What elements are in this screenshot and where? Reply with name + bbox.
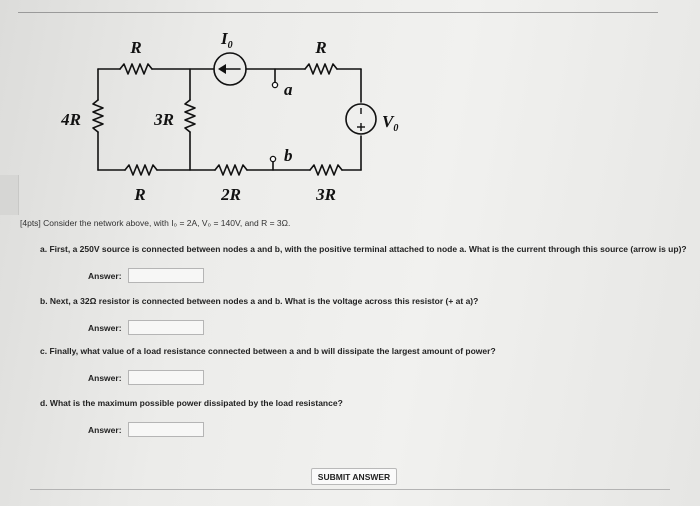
answer-input-d[interactable] xyxy=(128,422,204,437)
terminal-a xyxy=(272,82,277,87)
resistor-middle-3r xyxy=(185,100,195,132)
circuit-diagram xyxy=(40,20,440,220)
current-arrow-head xyxy=(218,64,226,74)
problem-intro: [4pts] Consider the network above, with I₀ = 2A, V₀ = 140V, and R = 3Ω. xyxy=(20,218,291,228)
answer-row-a xyxy=(88,268,204,283)
label-i0: $I_0$ xyxy=(221,29,233,51)
label-v0: $V_0$ xyxy=(382,112,399,134)
resistor-top-left xyxy=(120,64,152,74)
answer-input-c[interactable] xyxy=(128,370,204,385)
label-3r: 3R xyxy=(154,110,174,129)
terminal-b xyxy=(270,156,275,161)
answer-label-d: Answer: xyxy=(88,424,122,435)
submit-answer-button[interactable]: SUBMIT ANSWER xyxy=(311,468,397,485)
resistor-bottom-right xyxy=(310,165,342,175)
label-4r: 4R xyxy=(61,110,81,129)
label-3r-bottom: 3R xyxy=(316,185,336,204)
resistor-bottom-left xyxy=(125,165,157,175)
answer-input-b[interactable] xyxy=(128,320,204,335)
label-r-bottom-left: R xyxy=(134,185,146,204)
resistor-bottom-middle xyxy=(215,165,247,175)
answer-label-a: Answer: xyxy=(88,270,122,281)
question-a: a. First, a 250V source is connected between nodes a and b, with the positive terminal attached to node a. What is the current through this source (arrow is up)? xyxy=(40,244,687,254)
question-b: b. Next, a 32Ω resistor is connected between nodes a and b. What is the voltage across this resistor (+ at a)? xyxy=(40,296,479,306)
resistor-top-right xyxy=(305,64,337,74)
question-c: c. Finally, what value of a load resistance connected between a and b will dissipate the largest amount of power? xyxy=(40,346,496,356)
answer-row-b xyxy=(88,320,204,335)
resistor-left-4r xyxy=(93,100,103,132)
answer-row-d xyxy=(88,422,204,437)
label-r-top-right: R xyxy=(315,38,327,57)
label-node-b: b xyxy=(284,146,293,165)
question-d: d. What is the maximum possible power dissipated by the load resistance? xyxy=(40,398,343,408)
top-divider xyxy=(18,12,658,13)
answer-input-a[interactable] xyxy=(128,268,204,283)
label-2r: 2R xyxy=(221,185,241,204)
answer-label-c: Answer: xyxy=(88,372,122,383)
answer-label-b: Answer: xyxy=(88,322,122,333)
answer-row-c xyxy=(88,370,204,385)
left-edge-tab xyxy=(0,175,19,215)
label-node-a: a xyxy=(284,80,293,99)
label-r-top-left: R xyxy=(130,38,142,57)
bottom-divider xyxy=(30,489,670,490)
